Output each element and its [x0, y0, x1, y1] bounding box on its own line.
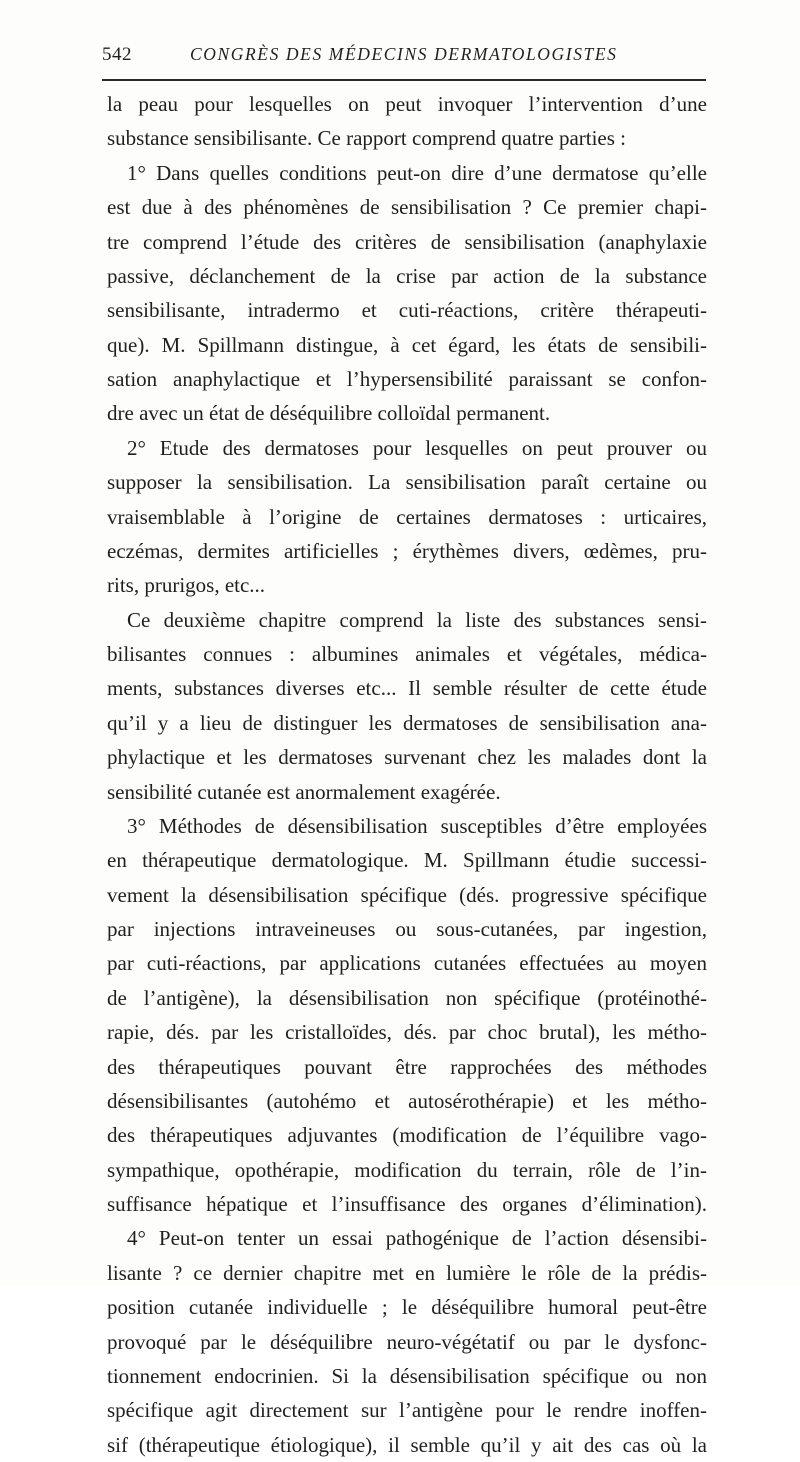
text-line: provoqué par le déséquilibre neuro-végétatif ou par le dysfonc- [107, 1329, 707, 1354]
page-number: 542 [102, 44, 132, 65]
text-line: phylactique et les dermatoses survenant chez les malades dont la [107, 745, 707, 770]
text-line: 2° Etude des dermatoses pour lesquelles on peut prouver ou [127, 435, 707, 460]
text-line: bilisantes connues : albumines animales et végétales, médica- [107, 642, 707, 666]
text-line: 3° Méthodes de désensibilisation susceptibles d’être employées [127, 813, 707, 838]
text-line: sif (thérapeutique étiologique), il semble qu’il y ait des cas où la [107, 1432, 707, 1457]
header-rule [102, 79, 706, 81]
text-line: sympathique, opothérapie, modification du terrain, rôle de l’in- [107, 1157, 707, 1182]
text-line: qu’il y a lieu de distinguer les dermatoses de sensibilisation ana- [107, 710, 707, 735]
text-line: des thérapeutiques pouvant être rapprochées des méthodes [107, 1054, 707, 1079]
text-line: spécifique agit directement sur l’antigène pour le rendre inoffen- [107, 1398, 707, 1423]
text-line: rits, prurigos, etc... [107, 573, 266, 598]
text-line: tionnement endocrinien. Si la désensibilisation spécifique ou non [107, 1363, 707, 1388]
text-line: tre comprend l’étude des critères de sensibilisation (anaphylaxie [107, 229, 707, 254]
text-line: sation anaphylactique et l’hypersensibilité paraissant se confon- [107, 367, 707, 391]
running-title: CONGRÈS DES MÉDECINS DERMATOLOGISTES [190, 44, 618, 64]
text-line: passive, déclanchement de la crise par action de la substance [107, 263, 707, 288]
text-line: eczémas, dermites artificielles ; érythèmes divers, œdèmes, pru- [107, 538, 707, 563]
text-line: de l’antigène), la désensibilisation non spécifique (protéinothé- [107, 985, 707, 1010]
text-line: rapie, dés. par les cristalloïdes, dés. par choc brutal), les métho- [107, 1020, 707, 1045]
body-text [107, 87, 707, 1462]
page-header [102, 42, 706, 70]
text-line: suffisance hépatique et l’insuffisance des organes d’élimination). [107, 1192, 707, 1216]
text-line: par cuti-réactions, par applications cutanées effectuées au moyen [107, 951, 707, 976]
text-line: Ce deuxième chapitre comprend la liste des substances sensi- [127, 607, 707, 632]
text-line: en thérapeutique dermatologique. M. Spillmann étudie successi- [107, 848, 707, 873]
text-line: 1° Dans quelles conditions peut-on dire d’une dermatose qu’elle [127, 160, 707, 185]
text-line: substance sensibilisante. Ce rapport comprend quatre parties : [107, 126, 627, 151]
text-line: sensibilisante, intradermo et cuti-réactions, critère thérapeuti- [107, 298, 707, 323]
text-line: dre avec un état de déséquilibre colloïdal permanent. [107, 401, 551, 426]
text-line: la peau pour lesquelles on peut invoquer l’intervention d’une [107, 92, 707, 116]
text-line: est due à des phénomènes de sensibilisation ? Ce premier chapi- [107, 195, 707, 220]
text-line: que). M. Spillmann distingue, à cet égard, les états de sensibili- [107, 332, 707, 357]
text-line: par injections intraveineuses ou sous-cutanées, par ingestion, [107, 917, 707, 941]
text-line: sensibilité cutanée est anormalement exagérée. [107, 779, 501, 804]
text-line: désensibilisantes (autohémo et autosérothérapie) et les métho- [107, 1088, 707, 1113]
text-line: des thérapeutiques adjuvantes (modification de l’équilibre vago- [107, 1123, 707, 1148]
text-line: vraisemblable à l’origine de certaines dermatoses : urticaires, [107, 504, 707, 529]
text-line: position cutanée individuelle ; le déséquilibre humoral peut-être [107, 1295, 707, 1320]
text-line: ments, substances diverses etc... Il semble résulter de cette étude [107, 676, 707, 701]
text-line: vement la désensibilisation spécifique (dés. progressive spécifique [107, 882, 707, 907]
text-line: supposer la sensibilisation. La sensibilisation paraît certaine ou [107, 470, 707, 495]
text-line: 4° Peut-on tenter un essai pathogénique de l’action désensibi- [127, 1226, 707, 1251]
text-line: lisante ? ce dernier chapitre met en lumière le rôle de la prédis- [107, 1260, 707, 1285]
